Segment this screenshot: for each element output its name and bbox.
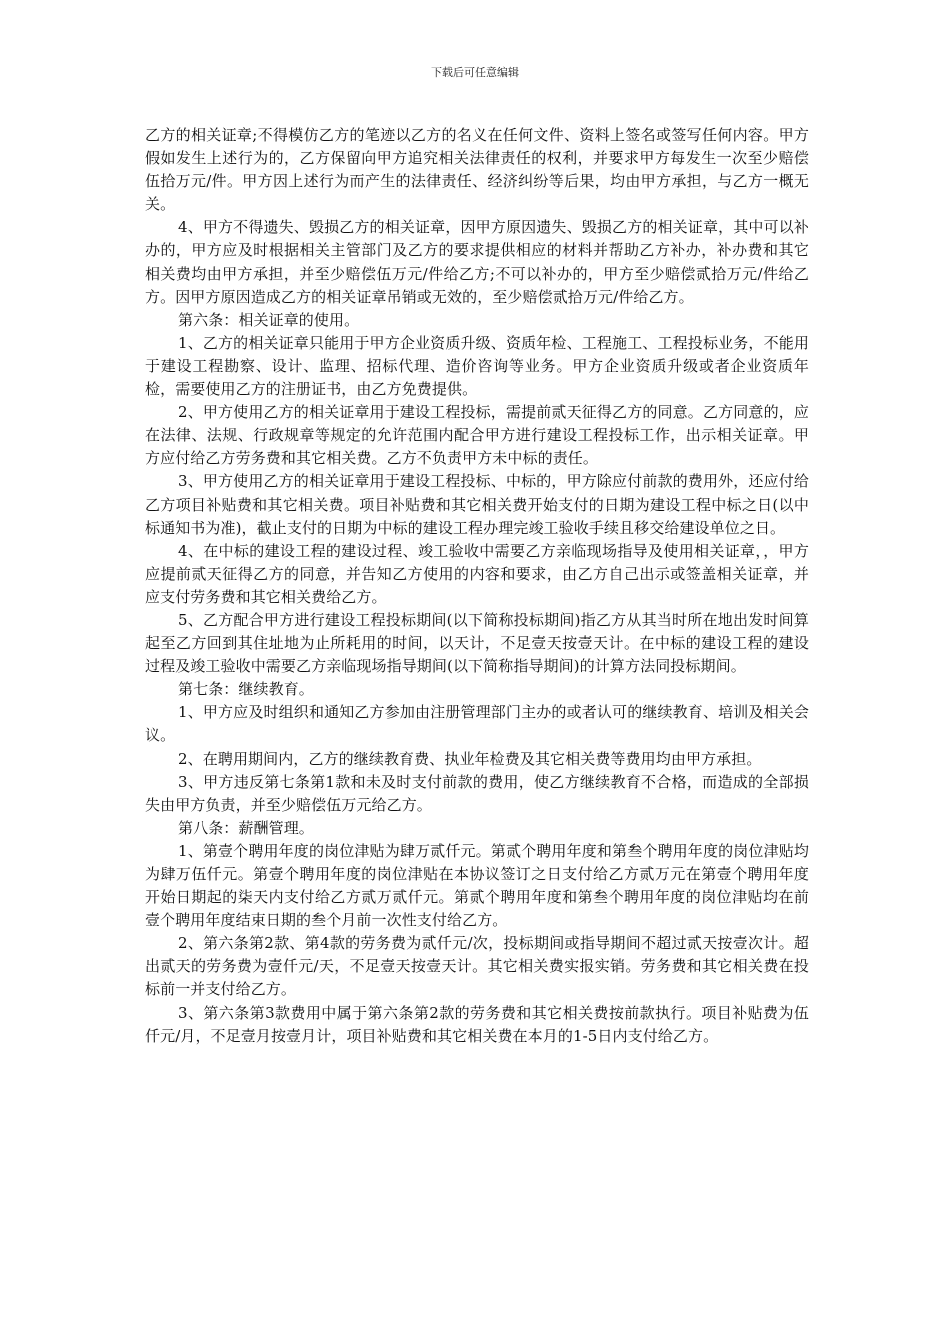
paragraph: 2、在聘用期间内，乙方的继续教育费、执业年检费及其它相关费等费用均由甲方承担。 [178, 749, 762, 768]
paragraph: 2、第六条第2款、第4款的劳务费为贰仟元/次，投标期间或指导期间不超过贰天按壹次计。超出贰天的劳务费为壹仟元/天，不足壹天按壹天计。其它相关费实报实销。劳务费和其它相关费在投标前一并支付给乙方。 [145, 934, 809, 999]
paragraph: 3、甲方违反第七条第1款和未及时支付前款的费用，使乙方继续教育不合格，而造成的全部损失由甲方负责，并至少赔偿伍万元给乙方。 [145, 772, 809, 814]
section-heading: 第七条：继续教育。 [178, 680, 314, 699]
paragraph: 3、甲方使用乙方的相关证章用于建设工程投标、中标的，甲方除应付前款的费用外，还应付给乙方项目补贴费和其它相关费。项目补贴费和其它相关费开始支付的日期为建设工程中标之日(以中标通知书为准)，截止支付的日期为中标的建设工程办理完竣工验收手续且移交给建设单位之日。 [145, 472, 809, 537]
paragraph: 1、乙方的相关证章只能用于甲方企业资质升级、资质年检、工程施工、工程投标业务，不能用于建设工程勘察、设计、监理、招标代理、造价咨询等业务。甲方企业资质升级或者企业资质年检，需要使用乙方的注册证书，由乙方免费提供。 [145, 333, 809, 399]
paragraph: 5、乙方配合甲方进行建设工程投标期间(以下简称投标期间)指乙方从其当时所在地出发时间算起至乙方回到其住址地为止所耗用的时间，以天计，不足壹天按壹天计。在中标的建设工程的建设过程及竣工验收中需要乙方亲临现场指导期间(以下简称指导期间)的计算方法同投标期间。 [145, 610, 809, 676]
section-heading: 第八条：薪酬管理。 [178, 818, 314, 837]
paragraph: 1、第壹个聘用年度的岗位津贴为肆万贰仟元。第贰个聘用年度和第叁个聘用年度的岗位津贴均为肆万伍仟元。第壹个聘用年度的岗位津贴在本协议签订之日支付给乙方贰万元在第壹个聘用年度开始日期起的柒天内支付给乙方贰万贰仟元。第贰个聘用年度和第叁个聘用年度的岗位津贴均在前壹个聘用年度结束日期的叁个月前一次性支付给乙方。 [145, 841, 809, 930]
paragraph: 3、第六条第3款费用中属于第六条第2款的劳务费和其它相关费按前款执行。项目补贴费为伍仟元/月，不足壹月按壹月计，项目补贴费和其它相关费在本月的1-5日内支付给乙方。 [145, 1003, 809, 1045]
paragraph: 2、甲方使用乙方的相关证章用于建设工程投标，需提前贰天征得乙方的同意。乙方同意的，应在法律、法规、行政规章等规定的允许范围内配合甲方进行建设工程投标工作，出示相关证章。甲方应付给乙方劳务费和其它相关费。乙方不负责甲方未中标的责任。 [145, 403, 809, 468]
paragraph: 4、甲方不得遗失、毁损乙方的相关证章，因甲方原因遗失、毁损乙方的相关证章，其中可以补办的，甲方应及时根据相关主管部门及乙方的要求提供相应的材料并帮助乙方补办，补办费和其它相关费均由甲方承担，并至少赔偿伍万元/件给乙方;不可以补办的，甲方至少赔偿贰拾万元/件给乙方。因甲方原因造成乙方的相关证章吊销或无效的，至少赔偿贰拾万元/件给乙方。 [145, 218, 809, 306]
page-header: 下载后可任意编辑 [431, 66, 519, 79]
paragraph: 1、甲方应及时组织和通知乙方参加由注册管理部门主办的或者认可的继续教育、培训及相关会议。 [145, 703, 809, 745]
section-heading: 第六条：相关证章的使用。 [178, 310, 360, 329]
paragraph: 乙方的相关证章;不得模仿乙方的笔迹以乙方的名义在任何文件、资料上签名或签写任何内容。甲方假如发生上述行为的，乙方保留向甲方追究相关法律责任的权利，并要求甲方每发生一次至少赔偿伍拾万元/件。甲方因上述行为而产生的法律责任、经济纠纷等后果，均由甲方承担，与乙方一概无关。 [145, 126, 809, 214]
paragraph: 4、在中标的建设工程的建设过程、竣工验收中需要乙方亲临现场指导及使用相关证章，，甲方应提前贰天征得乙方的同意，并告知乙方使用的内容和要求，由乙方自己出示或签盖相关证章，并应支付劳务费和其它相关费给乙方。 [145, 541, 809, 606]
document-body [145, 124, 809, 1048]
